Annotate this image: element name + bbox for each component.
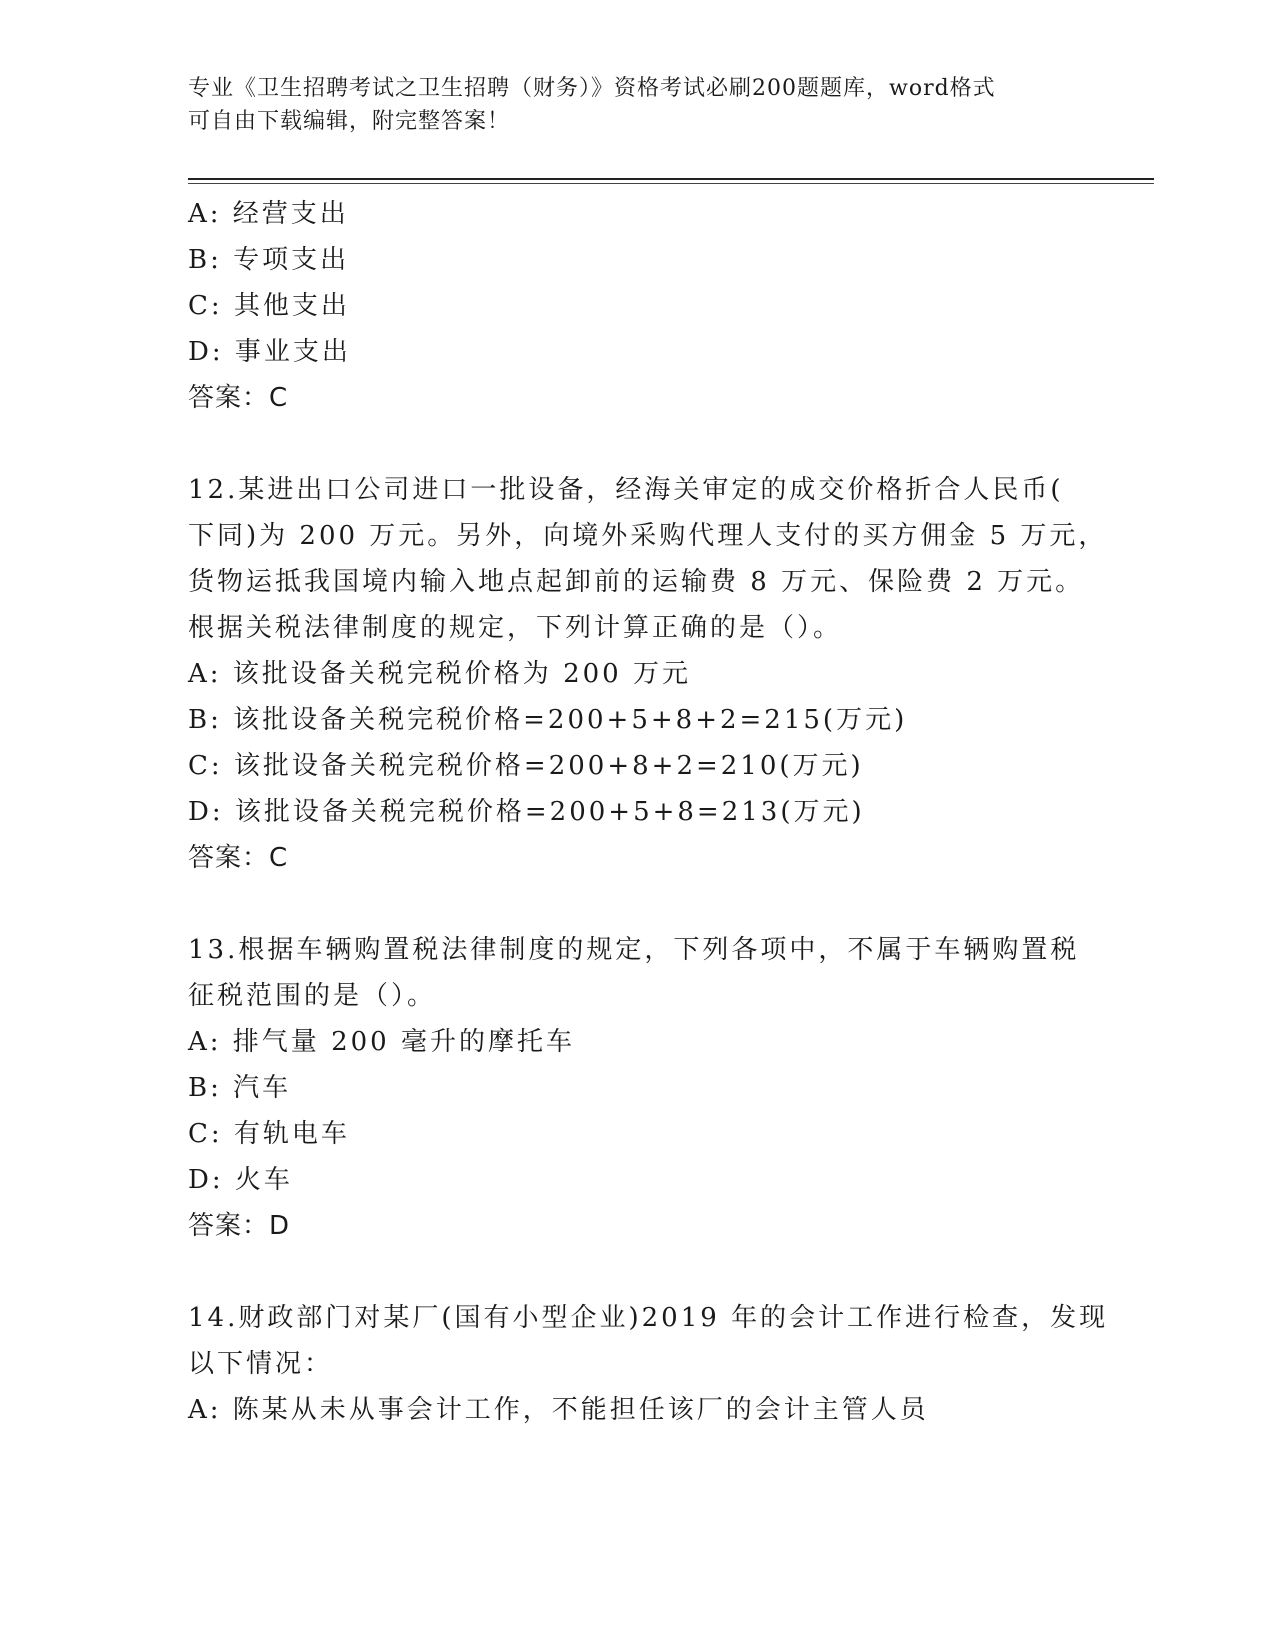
spacer — [188, 421, 1088, 467]
question-stem: 货物运抵我国境内输入地点起卸前的运输费 8 万元、保险费 2 万元。 — [188, 567, 1085, 597]
question-stem: 以下情况： — [188, 1349, 334, 1379]
option-b: B: 专项支出 — [188, 245, 350, 275]
document-header — [188, 72, 1068, 138]
header-line-2: 可自由下载编辑，附完整答案！ — [188, 109, 511, 134]
header-divider-thin — [188, 183, 1154, 184]
header-divider-thick — [188, 178, 1154, 180]
option-b: B: 汽车 — [188, 1073, 292, 1103]
question-12 — [188, 467, 1108, 881]
option-a: A: 该批设备关税完税价格为 200 万元 — [188, 659, 691, 689]
option-b: B: 该批设备关税完税价格=200+5+8+2=215(万元) — [188, 705, 908, 735]
question-13 — [188, 927, 1088, 1249]
option-a: A: 陈某从未从事会计工作，不能担任该厂的会计主管人员 — [188, 1395, 929, 1425]
question-stem: 13.根据车辆购置税法律制度的规定，下列各项中，不属于车辆购置税 — [188, 935, 1080, 965]
answer: 答案：D — [188, 1211, 291, 1241]
question-stem: 14.财政部门对某厂(国有小型企业)2019 年的会计工作进行检查，发现 — [188, 1303, 1109, 1333]
question-list — [188, 191, 1109, 1433]
answer: 答案：C — [188, 843, 289, 873]
question-stem: 征税范围的是（）。 — [188, 981, 437, 1011]
question-14 — [188, 1295, 1109, 1433]
spacer — [188, 881, 1088, 927]
question-stem: 根据关税法律制度的规定，下列计算正确的是（）。 — [188, 613, 843, 643]
option-c: C: 其他支出 — [188, 291, 350, 321]
header-line-1: 专业《卫生招聘考试之卫生招聘（财务）》资格考试必刷200题题库，word格式 — [188, 76, 996, 101]
option-c: C: 有轨电车 — [188, 1119, 350, 1149]
question-11 — [188, 191, 1088, 421]
option-c: C: 该批设备关税完税价格=200+8+2=210(万元) — [188, 751, 864, 781]
question-stem: 下同)为 200 万元。另外，向境外采购代理人支付的买方佣金 5 万元， — [188, 521, 1108, 551]
option-a: A: 排气量 200 毫升的摩托车 — [188, 1027, 575, 1057]
answer: 答案：C — [188, 383, 289, 413]
option-d: D: 火车 — [188, 1165, 293, 1195]
option-d: D: 该批设备关税完税价格=200+5+8=213(万元) — [188, 797, 865, 827]
question-stem: 12.某进出口公司进口一批设备，经海关审定的成交价格折合人民币( — [188, 475, 1064, 505]
option-d: D: 事业支出 — [188, 337, 351, 367]
option-a: A: 经营支出 — [188, 199, 349, 229]
spacer — [188, 1249, 1088, 1295]
